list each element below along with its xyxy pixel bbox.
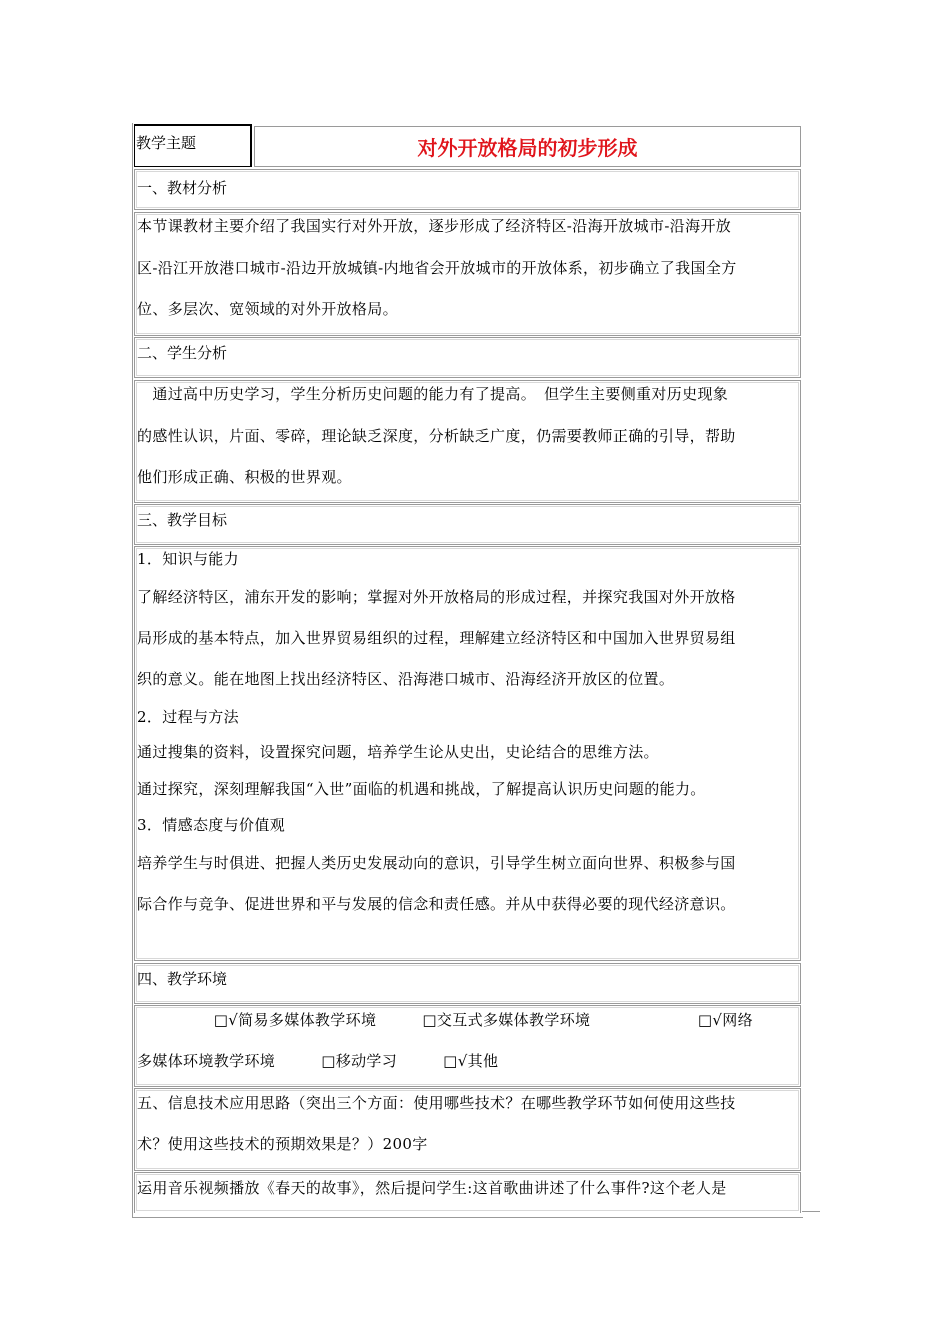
page-title: 对外开放格局的初步形成 — [417, 136, 638, 160]
topic-label: 教学主题 — [136, 134, 197, 152]
body-line: 通过高中历史学习，学生分析历史问题的能力有了提高。 但学生主要侧重对历史现象 — [137, 385, 729, 403]
topic-title-cell — [254, 126, 801, 167]
section-3-heading-cell — [134, 504, 801, 545]
section-5-heading-cell — [134, 1088, 801, 1171]
section-1-heading-cell — [134, 169, 801, 210]
section-2-body-cell — [134, 380, 801, 503]
environment-options-line: 多媒体环境教学环境 □移动学习 □√其他 — [137, 1052, 499, 1070]
subheading: 2．过程与方法 — [137, 708, 239, 726]
section-5-body: 运用音乐视频播放《春天的故事》，然后提问学生:这首歌曲讲述了什么事件?这个老人是 — [137, 1179, 727, 1197]
body-line: 通过搜集的资料，设置探究问题，培养学生论从史出，史论结合的思维方法。 — [137, 743, 659, 761]
body-line: 织的意义。能在地图上找出经济特区、沿海港口城市、沿海经济开放区的位置。 — [137, 670, 675, 688]
subheading: 1．知识与能力 — [137, 550, 239, 568]
section-4-heading-cell — [134, 963, 801, 1004]
section-2-heading-cell — [134, 337, 801, 378]
heading-line: 术？使用这些技术的预期效果是？）200字 — [137, 1135, 428, 1153]
section-2-heading: 二、学生分析 — [137, 344, 228, 362]
section-5-body-cell — [134, 1172, 801, 1213]
topic-label-cell — [134, 124, 252, 167]
section-3-heading: 三、教学目标 — [137, 511, 228, 529]
section-5-heading — [137, 1083, 801, 1165]
section-3-body-cell — [134, 546, 801, 961]
body-line: 本节课教材主要介绍了我国实行对外开放，逐步形成了经济特区-沿海开放城市-沿海开放 — [137, 217, 732, 235]
section-1-body-cell — [134, 212, 801, 336]
section-4-heading: 四、教学环境 — [137, 970, 228, 988]
section-1-heading: 一、教材分析 — [137, 179, 228, 197]
environment-options-line: □√简易多媒体教学环境 □交互式多媒体教学环境 □√网络 — [137, 1011, 753, 1029]
environment-options — [137, 1000, 801, 1082]
section-3-body — [137, 541, 801, 925]
subheading: 3．情感态度与价值观 — [137, 816, 286, 834]
section-2-body — [137, 374, 801, 499]
body-line: 他们形成正确、积极的世界观。 — [137, 468, 352, 486]
body-line: 位、多层次、宽领域的对外开放格局。 — [137, 300, 398, 318]
table-edge-line — [802, 1211, 820, 1212]
body-line: 际合作与竞争、促进世界和平与发展的信念和责任感。并从中获得必要的现代经济意识。 — [137, 895, 736, 913]
body-line: 的感性认识，片面、零碎，理论缺乏深度，分析缺乏广度，仍需要教师正确的引导，帮助 — [137, 426, 736, 445]
heading-line: 五、信息技术应用思路（突出三个方面：使用哪些技术？在哪些教学环节如何使用这些技 — [137, 1094, 736, 1112]
body-line: 局形成的基本特点，加入世界贸易组织的过程，理解建立经济特区和中国加入世界贸易组 — [137, 629, 736, 647]
section-4-body-cell — [134, 1005, 801, 1087]
body-line: 了解经济特区，浦东开发的影响；掌握对外开放格局的形成过程，并探究我国对外开放格 — [137, 588, 736, 606]
section-1-body — [137, 206, 801, 331]
body-line: 培养学生与时俱进、把握人类历史发展动向的意识，引导学生树立面向世界、积极参与国 — [137, 854, 736, 872]
body-line: 区-沿江开放港口城市-沿边开放城镇-内地省会开放城市的开放体系，初步确立了我国全方 — [137, 258, 737, 277]
body-line: 通过探究，深刻理解我国“入世”面临的机遇和挑战，了解提高认识历史问题的能力。 — [137, 780, 706, 798]
